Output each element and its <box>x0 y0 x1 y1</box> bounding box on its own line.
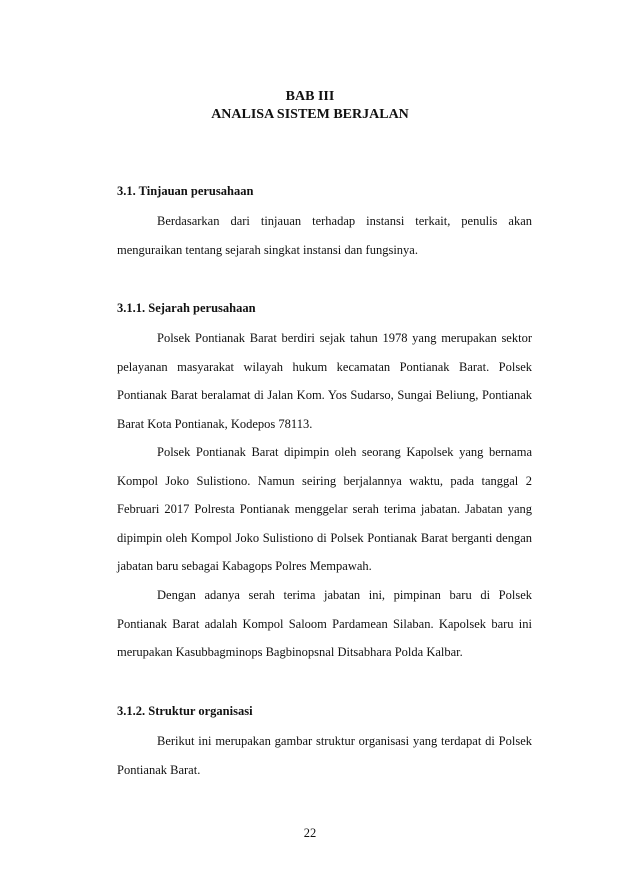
chapter-title: ANALISA SISTEM BERJALAN <box>211 107 409 122</box>
paragraph-sejarah-1: Polsek Pontianak Barat berdiri sejak tahun 1978 yang merupakan sektor pelayanan masyarakat wilayah hukum kecamatan Pontianak Barat. Polsek Pontianak Barat beralamat di Jalan Kom. Yos Sudarso, Sungai Beliung, Pontianak Barat Kota Pontianak, Kodepos 78113. <box>117 331 532 431</box>
section-heading-struktur: 3.1.2. Struktur organisasi <box>117 704 253 718</box>
chapter-number: BAB III <box>285 89 335 104</box>
page-number: 22 <box>303 826 317 840</box>
paragraph-tinjauan-intro: Berdasarkan dari tinjauan terhadap instansi terkait, penulis akan menguraikan tentang sejarah singkat instansi dan fungsinya. <box>117 214 532 257</box>
section-heading-tinjauan: 3.1. Tinjauan perusahaan <box>117 184 254 198</box>
section-heading-sejarah: 3.1.1. Sejarah perusahaan <box>117 301 256 315</box>
paragraph-sejarah-2: Polsek Pontianak Barat dipimpin oleh seorang Kapolsek yang bernama Kompol Joko Sulistiono. Namun seiring berjalannya waktu, pada tanggal 2 Februari 2017 Polresta Pontianak menggelar serah terima jabatan. Jabatan yang dipimpin oleh Kompol Joko Sulistiono di Polsek Pontianak Barat berganti dengan jabatan baru sebagai Kabagops Polres Mempawah. <box>117 445 532 573</box>
paragraph-struktur-intro: Berikut ini merupakan gambar struktur organisasi yang terdapat di Polsek Pontianak Barat. <box>117 734 532 777</box>
paragraph-sejarah-3: Dengan adanya serah terima jabatan ini, pimpinan baru di Polsek Pontianak Barat adalah Kompol Saloom Pardamean Silaban. Kapolsek baru ini merupakan Kasubbagminops Bagbinopsnal Ditsabhara Polda Kalbar. <box>117 588 532 659</box>
